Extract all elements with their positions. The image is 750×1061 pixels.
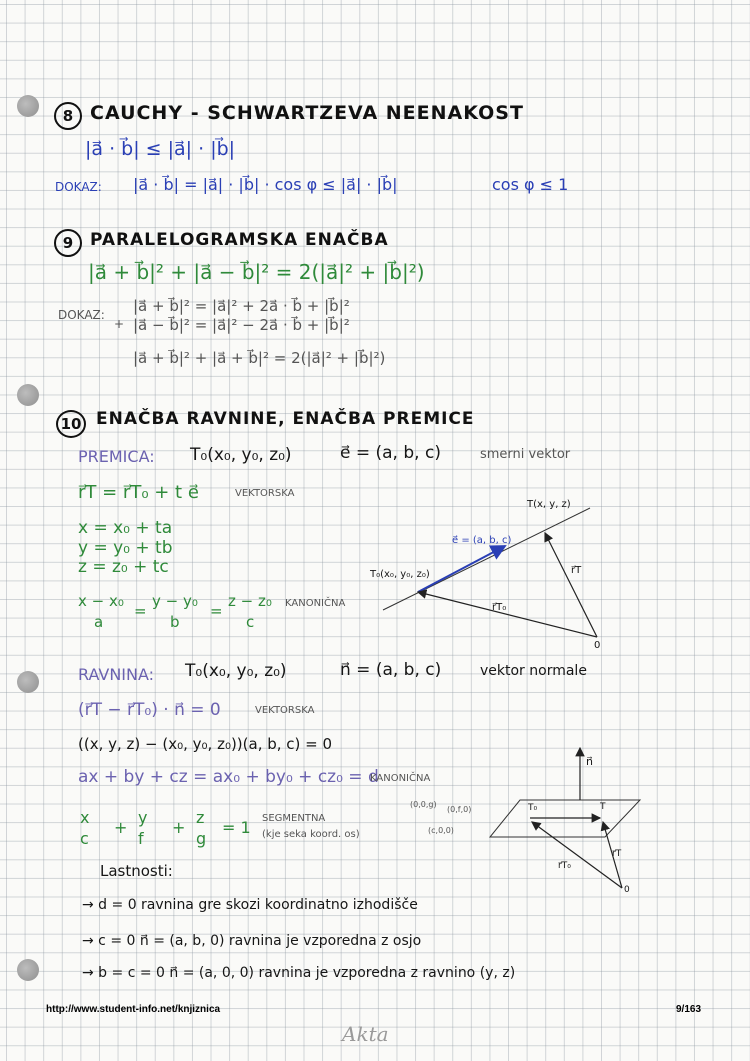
diag-label-origin: 0 <box>594 640 601 651</box>
param-x: x = x₀ + ta <box>78 518 173 538</box>
ravnina-canon: ax + by + cz = ax₀ + by₀ + cz₀ = d <box>78 767 379 787</box>
diag-label-rT0: r⃗T₀ <box>492 602 507 613</box>
formula: |a⃗ + b⃗|² + |a⃗ − b⃗|² = 2(|a⃗|² + |b⃗|²) <box>88 260 425 284</box>
seg-x-den: c <box>80 829 89 848</box>
footer-url: http://www.student-info.net/knjiznica <box>46 1004 221 1015</box>
seg-z-den: g <box>196 829 207 848</box>
premica-vector: e⃗ = (a, b, c) <box>340 443 441 463</box>
proof-line-2: |a⃗ − b⃗|² = |a⃗|² − 2a⃗ · b⃗ + |b⃗|² <box>133 316 350 334</box>
line-premica <box>383 508 590 610</box>
diag-label-T0: T₀(x₀, y₀, z₀) <box>370 569 430 580</box>
plus-sign: + <box>114 317 125 331</box>
param-y: y = y₀ + tb <box>78 538 173 558</box>
canon-z-num: z − z₀ <box>228 592 272 610</box>
note: cos φ ≤ 1 <box>492 175 569 194</box>
section-title: CAUCHY - SCHWARTZEVA NEENAKOST <box>90 102 524 124</box>
diag-label-e: e⃗ = (a, b, c) <box>452 535 512 546</box>
seg-point-1: (0,0,g) <box>410 800 437 809</box>
lastnosti-item: → d = 0 ravnina gre skozi koordinatno izhodišče <box>82 897 418 913</box>
proof-label: DOKAZ: <box>58 308 105 322</box>
premica-point: T₀(x₀, y₀, z₀) <box>190 445 292 465</box>
ravnina-canon-name: KANONIČNA <box>370 773 431 784</box>
direction-vector-e <box>418 546 505 592</box>
position-vector-rT0 <box>418 592 597 637</box>
seg-point-2: (0,f,0) <box>447 805 472 814</box>
footer-page: 9/163 <box>676 1004 702 1015</box>
formula: |a⃗ · b⃗| ≤ |a⃗| · |b⃗| <box>85 138 236 160</box>
proof-label: DOKAZ: <box>55 180 102 194</box>
brand-watermark: Akta <box>342 1022 389 1046</box>
lastnosti-label: Lastnosti: <box>100 862 173 880</box>
diag-label-n: n⃗ <box>586 755 593 768</box>
diag-label-T0: T₀ <box>528 803 538 813</box>
proof-text: |a⃗ · b⃗| = |a⃗| · |b⃗| · cos φ ≤ |a⃗| · |b⃗| <box>133 175 398 194</box>
seg-eq: = 1 <box>222 818 251 837</box>
diag-label-T: T(x, y, z) <box>527 499 571 510</box>
diag-label-T: T <box>600 802 606 812</box>
diag-label-origin: 0 <box>624 885 630 895</box>
premica-vector-name: smerni vektor <box>480 447 571 462</box>
section-number: 8 <box>54 102 82 130</box>
position-vector-rT0 <box>532 822 622 888</box>
ravnina-vector-name: vektor normale <box>480 663 587 679</box>
diag-label-rT: r⃗T <box>571 565 582 576</box>
premica-vector-name: VEKTORSKA <box>235 488 295 499</box>
canon-x-den: a <box>94 613 104 631</box>
seg-name: SEGMENTNA <box>262 813 326 824</box>
canon-x-num: x − x₀ <box>78 592 124 610</box>
canon-y-num: y − y₀ <box>152 592 198 610</box>
canon-z-den: c <box>246 613 255 631</box>
ravnina-label: RAVNINA: <box>78 665 155 684</box>
ravnina-vector: n⃗ = (a, b, c) <box>340 660 442 680</box>
diag-label-rT0: r⃗T₀ <box>558 861 571 871</box>
diag-label-rT: r⃗T <box>612 849 622 859</box>
ravnina-vector-name: VEKTORSKA <box>255 705 315 716</box>
section-title: PARALELOGRAMSKA ENAČBA <box>90 230 389 250</box>
ravnina-point: T₀(x₀, y₀, z₀) <box>185 661 287 681</box>
seg-z-num: z <box>196 808 205 827</box>
premica-label: PREMICA: <box>78 447 155 466</box>
section-title: ENAČBA RAVNINE, ENAČBA PREMICE <box>96 409 475 429</box>
seg-x-num: x <box>80 808 90 827</box>
premica-vector-eq: r⃗T = r⃗T₀ + t e⃗ <box>78 482 199 503</box>
canon-name: KANONIČNA <box>285 598 346 609</box>
canon-y-den: b <box>170 613 180 631</box>
section-number: 9 <box>54 229 82 257</box>
lastnosti-item: → c = 0 n⃗ = (a, b, 0) ravnina je vzporedna z osjo <box>82 933 422 949</box>
position-vector-rT <box>545 533 597 637</box>
section-number: 10 <box>56 410 86 438</box>
ravnina-vector-eq: (r⃗T − r⃗T₀) · n⃗ = 0 <box>78 700 221 720</box>
seg-note: (kje seka koord. os) <box>262 829 360 840</box>
param-z: z = z₀ + tc <box>78 557 169 577</box>
seg-point-3: (c,0,0) <box>428 826 454 835</box>
ravnina-expanded: ((x, y, z) − (x₀, y₀, z₀))(a, b, c) = 0 <box>78 735 333 753</box>
lastnosti-item: → b = c = 0 n⃗ = (a, 0, 0) ravnina je vzporedna z ravnino (y, z) <box>82 965 516 981</box>
proof-line-1: |a⃗ + b⃗|² = |a⃗|² + 2a⃗ · b⃗ + |b⃗|² <box>133 297 350 315</box>
proof-result: |a⃗ + b⃗|² + |a⃗ + b⃗|² = 2(|a⃗|² + |b⃗|²) <box>133 349 386 367</box>
seg-y-num: y <box>138 808 148 827</box>
seg-y-den: f <box>138 829 144 848</box>
